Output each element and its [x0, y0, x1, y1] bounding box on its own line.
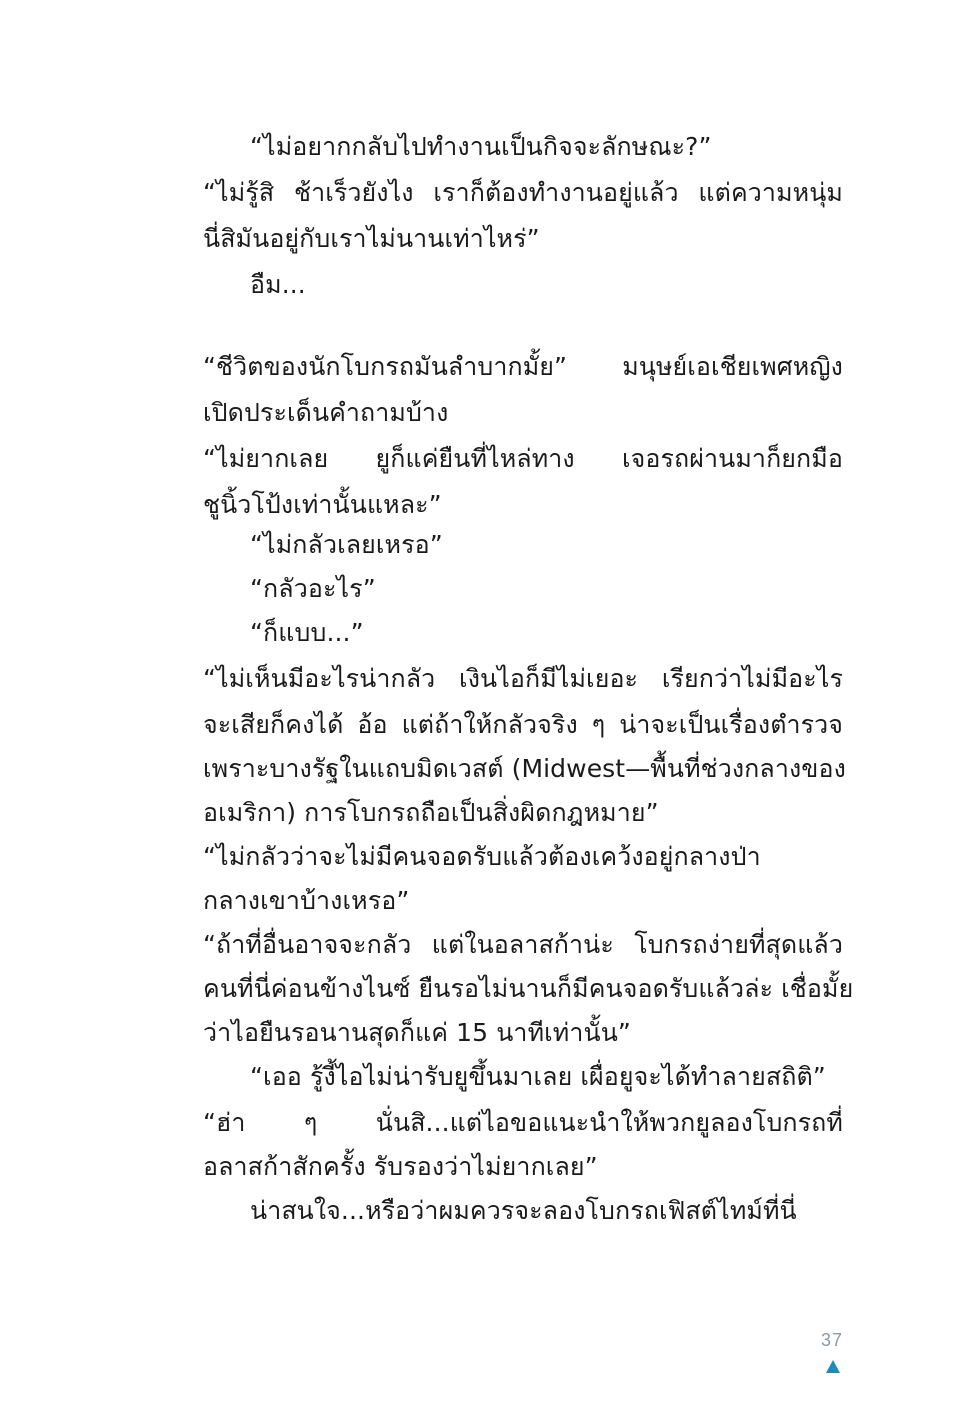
text-line: “ไม่กลัวเลยเหรอ” [250, 530, 443, 559]
text-line: “เออ รู้งี้ไอไม่น่ารับยูขึ้นมาเลย เผื่อยูจะได้ทำลายสถิติ” [250, 1062, 826, 1091]
text-line: อืม... [250, 270, 306, 299]
text-line: จะเสียก็คงได้ อ้อ แต่ถ้าให้กลัวจริง ๆ น่าจะเป็นเรื่องตำรวจ [203, 710, 843, 739]
text-line: “ไม่เห็นมีอะไรน่ากลัว เงินไอก็มีไม่เยอะ เรียกว่าไม่มีอะไร [203, 664, 843, 693]
text-line: เพราะบางรัฐในแถบมิดเวสต์ (Midwest—พื้นที่ช่วงกลางของ [203, 754, 846, 783]
text-line: คนที่นี่ค่อนข้างไนซ์ ยืนรอไม่นานก็มีคนจอดรับแล้วล่ะ เชื่อมั้ย [203, 974, 854, 1003]
triangle-marker-icon [826, 1360, 840, 1373]
text-line: “ไม่กลัวว่าจะไม่มีคนจอดรับแล้วต้องเคว้งอยู่กลางป่า [203, 842, 761, 871]
text-line: น่าสนใจ...หรือว่าผมควรจะลองโบกรถเฟิสต์ไทม์ที่นี่ [250, 1196, 797, 1225]
text-line: “ฮ่า ๆ นั่นสิ...แต่ไอขอแนะนำให้พวกยูลองโบกรถที่ [203, 1108, 843, 1137]
text-line: ว่าไอยืนรอนานสุดก็แค่ 15 นาทีเท่านั้น” [203, 1018, 631, 1047]
text-line: “กลัวอะไร” [250, 574, 376, 603]
text-line: “ก็แบบ...” [250, 618, 364, 647]
text-line: อลาสก้าสักครั้ง รับรองว่าไม่ยากเลย” [203, 1152, 598, 1181]
text-line: อเมริกา) การโบกรถถือเป็นสิ่งผิดกฎหมาย” [203, 798, 659, 827]
text-line: “ชีวิตของนักโบกรถมันลำบากมั้ย” มนุษย์เอเชียเพศหญิง [203, 352, 843, 381]
text-line: เปิดประเด็นคำถามบ้าง [203, 398, 449, 427]
text-line: “ไม่ยากเลย ยูก็แค่ยืนที่ไหล่ทาง เจอรถผ่านมาก็ยกมือ [203, 444, 843, 473]
text-line: นี่สิมันอยู่กับเราไม่นานเท่าไหร่” [203, 224, 540, 253]
text-line: ชูนิ้วโป้งเท่านั้นแหละ” [203, 490, 442, 519]
text-line: “ไม่รู้สิ ช้าเร็วยังไง เราก็ต้องทำงานอยู่แล้ว แต่ความหนุ่ม [203, 178, 843, 207]
text-line: “ถ้าที่อื่นอาจจะกลัว แต่ในอลาสก้าน่ะ โบกรถง่ายที่สุดแล้ว [203, 930, 843, 959]
text-line: “ไม่อยากกลับไปทำงานเป็นกิจจะลักษณะ?” [250, 132, 712, 161]
text-line: กลางเขาบ้างเหรอ” [203, 886, 410, 915]
page-number: 37 [820, 1330, 843, 1350]
